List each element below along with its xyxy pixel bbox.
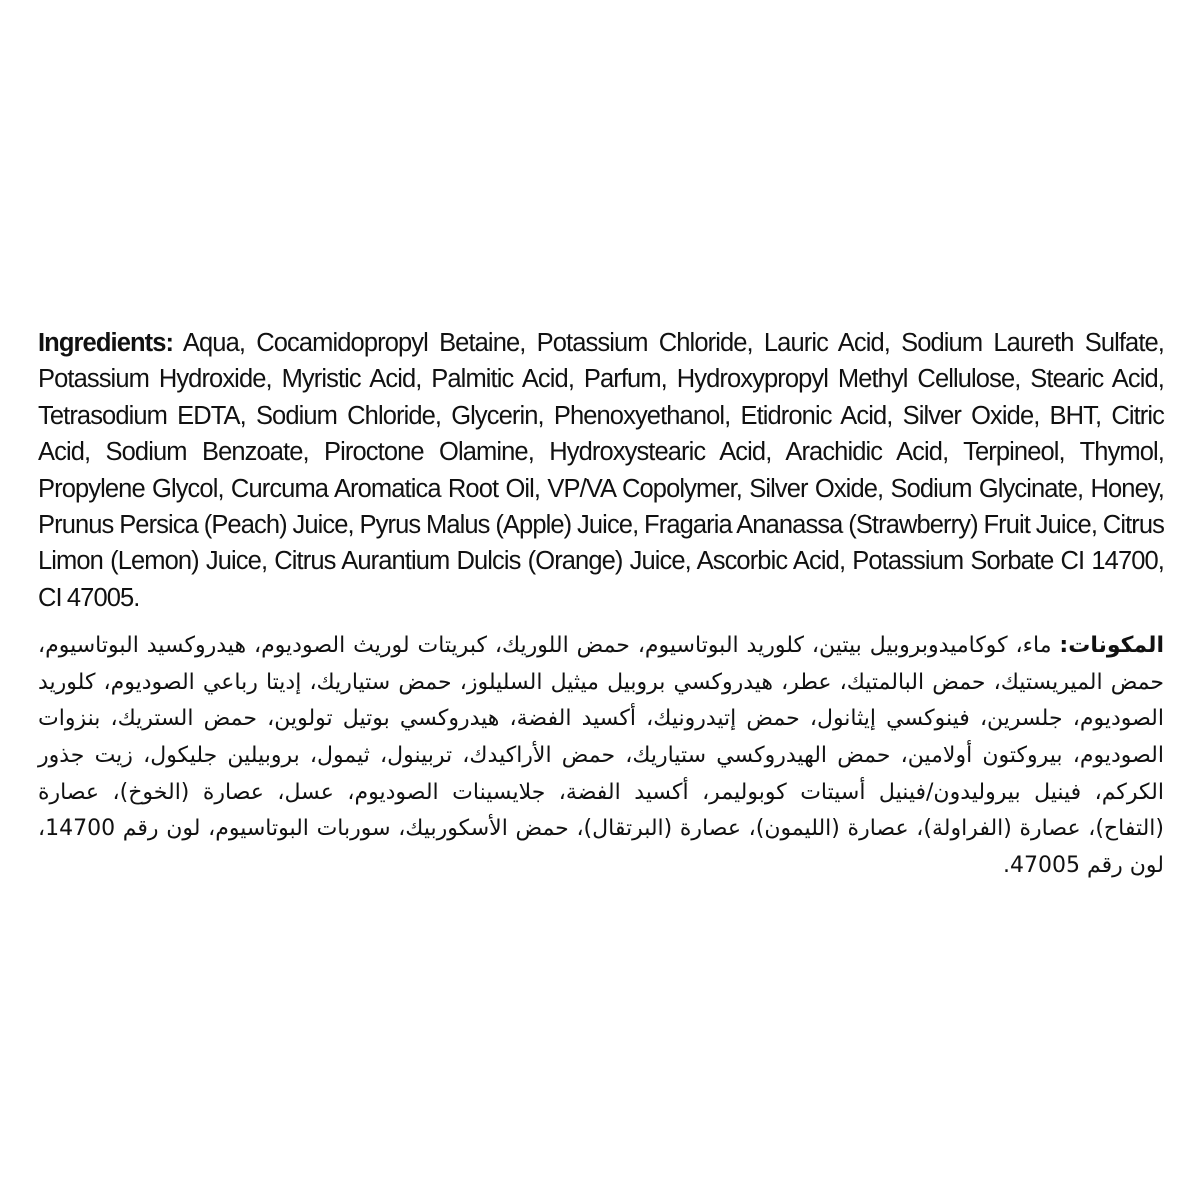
ingredients-arabic-heading: المكونات: xyxy=(1059,633,1164,659)
ingredients-english-heading: Ingredients: xyxy=(38,329,174,357)
ingredients-arabic-list: ماء، كوكاميدوبروبيل بيتين، كلوريد البوتاسيوم، حمض اللوريك، كبريتات لوريث الصوديوم، هيدروكسيد البوتاسيوم، حمض الميريستيك، حمض البالمتيك، عطر، هيدروكسي بروبيل ميثيل السليلوز، حمض ستياريك، إديتا رباعي الصوديوم، كلوريد الصوديوم، جلسرين، فينوكسي إيثانول، حمض إتيدرونيك، أكسيد الفضة، هيدروكسي بوتيل تولوين، حمض الستريك، بنزوات الصوديوم، بيروكتون أولامين، حمض الهيدروكسي ستياريك، حمض الأراكيدك، تربينول، ثيمول، بروبيلين جليكول، زيت جذور الكركم، فينيل بيروليدون/فينيل أسيتات كوبوليمر، أكسيد الفضة، جلايسينات الصوديوم، عسل، عصارة (الخوخ)، عصارة (التفاح)، عصارة (الفراولة)، عصارة (الليمون)، عصارة (البرتقال)، حمض الأسكوربيك، سوربات البوتاسيوم، لون رقم 14700، لون رقم 47005. xyxy=(38,633,1164,878)
ingredients-english-paragraph xyxy=(38,325,1164,616)
ingredients-label xyxy=(38,325,1164,884)
ingredients-english-list: Aqua, Cocamidopropyl Betaine, Potassium Chloride, Lauric Acid, Sodium Laureth Sulfate, Potassium Hydroxide, Myristic Acid, Palmitic Acid, Parfum, Hydroxypropyl Methyl Cellulose, Stearic Acid, Tetrasodium EDTA, Sodium Chloride, Glycerin, Phenoxyethanol, Etidronic Acid, Silver Oxide, BHT, Citric Acid, Sodium Benzoate, Piroctone Olamine, Hydroxystearic Acid, Arachidic Acid, Terpineol, Thymol, Propylene Glycol, Curcuma Aromatica Root Oil, VP/VA Copolymer, Silver Oxide, Sodium Glycinate, Honey, Prunus Persica (Peach) Juice, Pyrus Malus (Apple) Juice, Fragaria Ananassa (Strawberry) Fruit Juice, Citrus Limon (Lemon) Juice, Citrus Aurantium Dulcis (Orange) Juice, Ascorbic Acid, Potassium Sorbate CI 14700, CI 47005. xyxy=(38,329,1164,612)
ingredients-arabic-paragraph xyxy=(38,628,1164,884)
